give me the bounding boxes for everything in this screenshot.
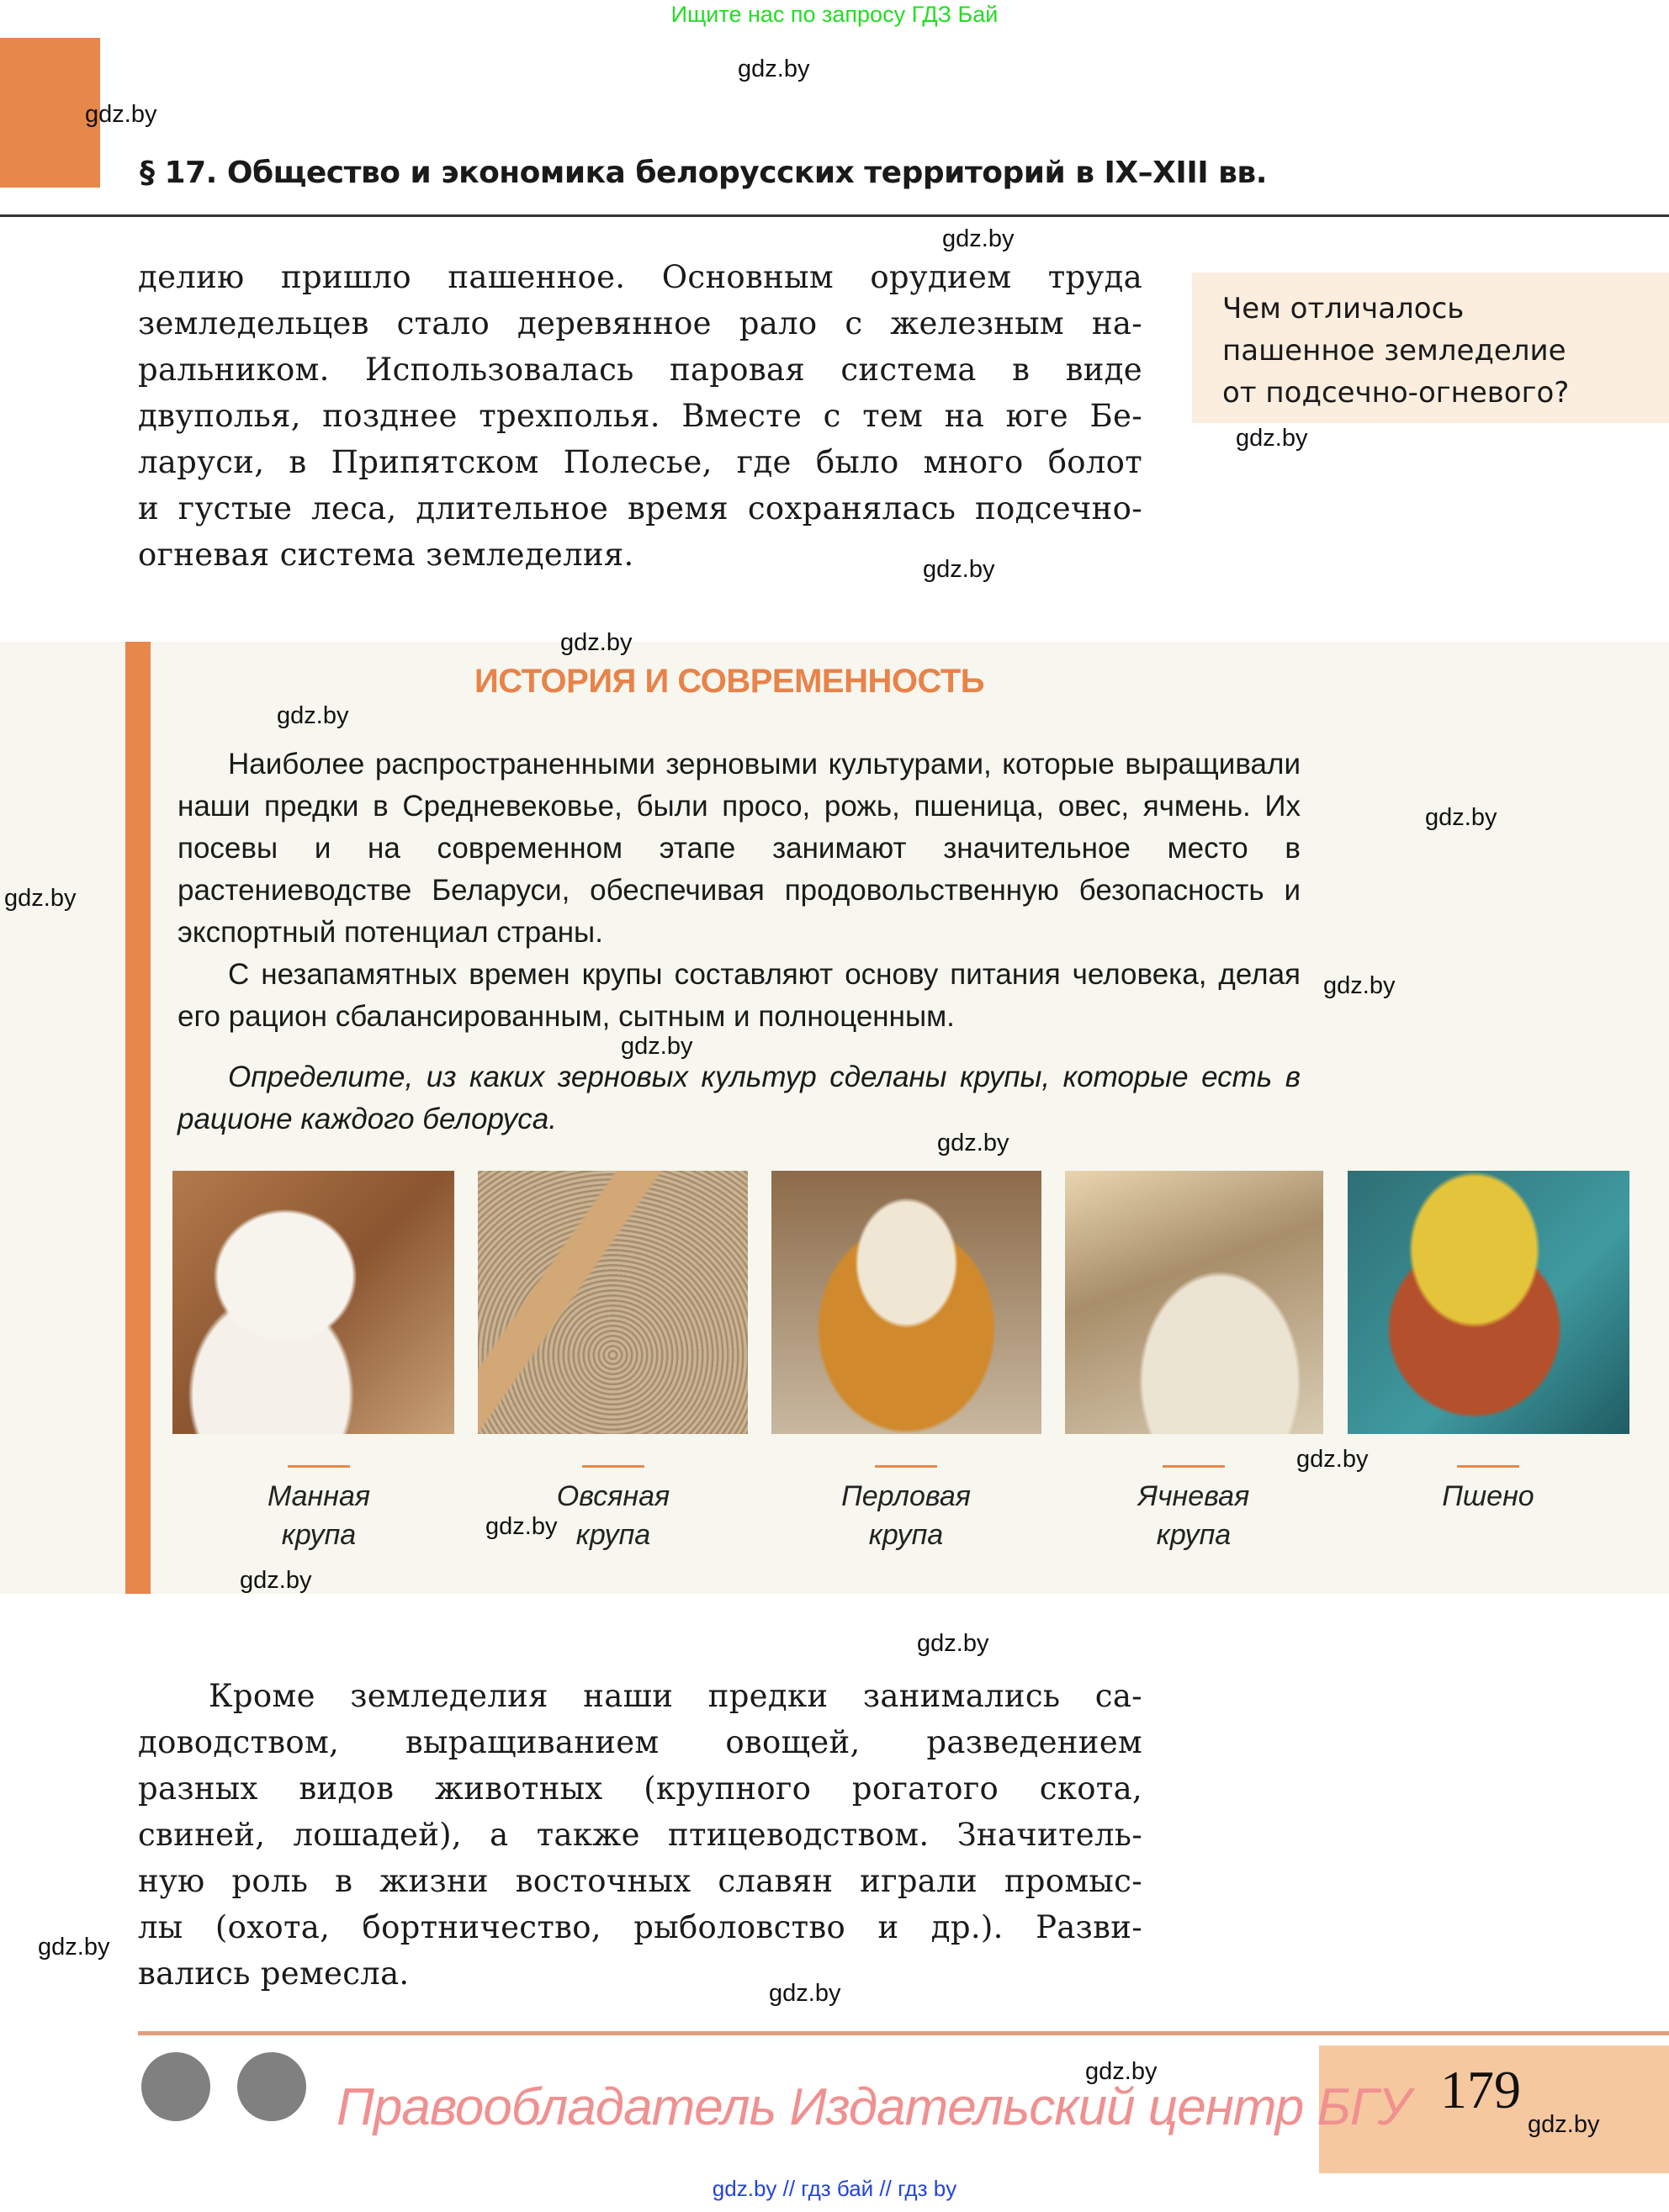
text-line: лы (охота, бортничество, рыболовство и др.). Разви- (138, 1909, 1142, 1945)
section-task: Определите, из каких зерновых культур сделаны крупы, которые есть в рационе каждого белоруса. (177, 1061, 1301, 1135)
caption-line: крупа (1156, 1519, 1232, 1551)
page-number: 179 (1440, 2060, 1521, 2119)
caption-line: Пшено (1442, 1480, 1534, 1512)
watermark: gdz.by (240, 1567, 312, 1594)
search-hint-link[interactable]: Ищите нас по запросу ГДЗ Бай (670, 2, 999, 27)
footer-dot (141, 2052, 210, 2121)
watermark: gdz.by (937, 1130, 1009, 1156)
watermark: gdz.by (942, 225, 1015, 252)
watermark: gdz.by (621, 1033, 693, 1060)
text-line: ную роль в жизни восточных славян играли промыс- (138, 1863, 1142, 1899)
section-heading: ИСТОРИЯ И СОВРЕМЕННОСТЬ (474, 663, 985, 700)
footer-dot (237, 2052, 306, 2121)
question-line: пашенное земледелие (1222, 334, 1566, 368)
caption-line: крупа (281, 1519, 357, 1551)
watermark: gdz.by (738, 56, 810, 82)
caption-line: Перловая (841, 1480, 971, 1512)
paragraph-agriculture (138, 254, 1142, 578)
watermark: gdz.by (1425, 804, 1497, 831)
watermark: gdz.by (4, 885, 77, 912)
caption-line: Ячневая (1137, 1480, 1250, 1512)
watermark: gdz.by (1296, 1446, 1369, 1473)
caption-dash (582, 1465, 644, 1468)
caption-semolina (193, 1477, 445, 1554)
text-line: свиней, лошадей), а также птицеводством. Значитель- (138, 1817, 1142, 1853)
paragraph-crafts (138, 1673, 1142, 1997)
watermark: gdz.by (38, 1934, 110, 1961)
watermark: gdz.by (923, 556, 995, 583)
caption-millet (1362, 1477, 1614, 1516)
watermark: gdz.by (85, 101, 157, 128)
watermark: gdz.by (1236, 425, 1308, 452)
watermark: gdz.by (485, 1513, 558, 1540)
section-text (177, 744, 1301, 1140)
oat-groats-photo (478, 1171, 748, 1434)
caption-dash (1163, 1465, 1225, 1468)
text-line: доводством, выращиванием овощей, разведением (138, 1724, 1142, 1760)
caption-dash (875, 1465, 937, 1468)
watermark: gdz.by (917, 1630, 989, 1657)
watermark: gdz.by (1323, 972, 1396, 999)
caption-line: Манная (267, 1480, 371, 1512)
chapter-title: § 17. Общество и экономика белорусских территорий в IX–XIII вв. (140, 156, 1267, 190)
text-line: делию пришло пашенное. Основным орудием труда (138, 259, 1142, 295)
section-paragraph: Наиболее распространенными зерновыми культурами, которые выращивали наши предки в Средневековье, были просо, рожь, пшеница, овес, ячмень. Их посевы и на современном этапе занимают значительное место в растениеводстве Беларуси, обеспечивая продовольственную безопасность и экспортный потенциал страны. (177, 748, 1301, 949)
caption-line: Овсяная (556, 1480, 670, 1512)
caption-barley (1068, 1477, 1320, 1554)
pearl-barley-photo (771, 1171, 1041, 1434)
text-line: разных видов животных (крупного рогатого скота, (138, 1770, 1142, 1807)
text-line: Кроме земледелия наши предки занимались са- (209, 1678, 1142, 1714)
copyright-notice: Правообладатель Издательский центр БГУ (336, 2078, 1411, 2136)
millet-photo (1348, 1171, 1629, 1434)
footer-divider (138, 2031, 1669, 2035)
caption-line: крупа (575, 1519, 651, 1551)
caption-pearl-barley (780, 1477, 1032, 1554)
caption-dash (1457, 1465, 1519, 1468)
watermark: gdz.by (1528, 2111, 1600, 2138)
question-box (1192, 273, 1669, 423)
section-paragraph: С незапамятных времен крупы составляют основу питания человека, делая его рацион сбалансированным, сытным и полноценным. (177, 958, 1301, 1033)
header-divider (0, 214, 1669, 217)
question-line: Чем отличалось (1222, 292, 1465, 325)
text-line: двуполья, позднее трехполья. Вместе с тем на юге Бе- (138, 398, 1142, 434)
caption-dash (288, 1465, 350, 1468)
watermark: gdz.by (277, 702, 349, 729)
watermark: gdz.by (769, 1980, 841, 2007)
section-accent-bar (125, 642, 151, 1594)
watermark: gdz.by (560, 629, 633, 656)
footer-links[interactable]: gdz.by // гдз бай // гдз by (712, 2176, 957, 2201)
question-line: от подсечно-огневого? (1222, 376, 1570, 410)
text-line: ларуси, в Припятском Полесье, где было много болот (138, 444, 1142, 480)
barley-groats-photo (1065, 1171, 1323, 1434)
text-line: земледельцев стало деревянное рало с железным на- (138, 305, 1142, 341)
text-line: ральником. Использовалась паровая система в виде (138, 352, 1142, 388)
semolina-photo (172, 1171, 454, 1434)
watermark: gdz.by (1085, 2058, 1158, 2085)
text-line: огневая система земледелия. (138, 537, 634, 573)
text-line: вались ремесла. (138, 1955, 410, 1992)
caption-line: крупа (868, 1519, 944, 1551)
text-line: и густые леса, длительное время сохранялась подсечно- (138, 490, 1142, 527)
